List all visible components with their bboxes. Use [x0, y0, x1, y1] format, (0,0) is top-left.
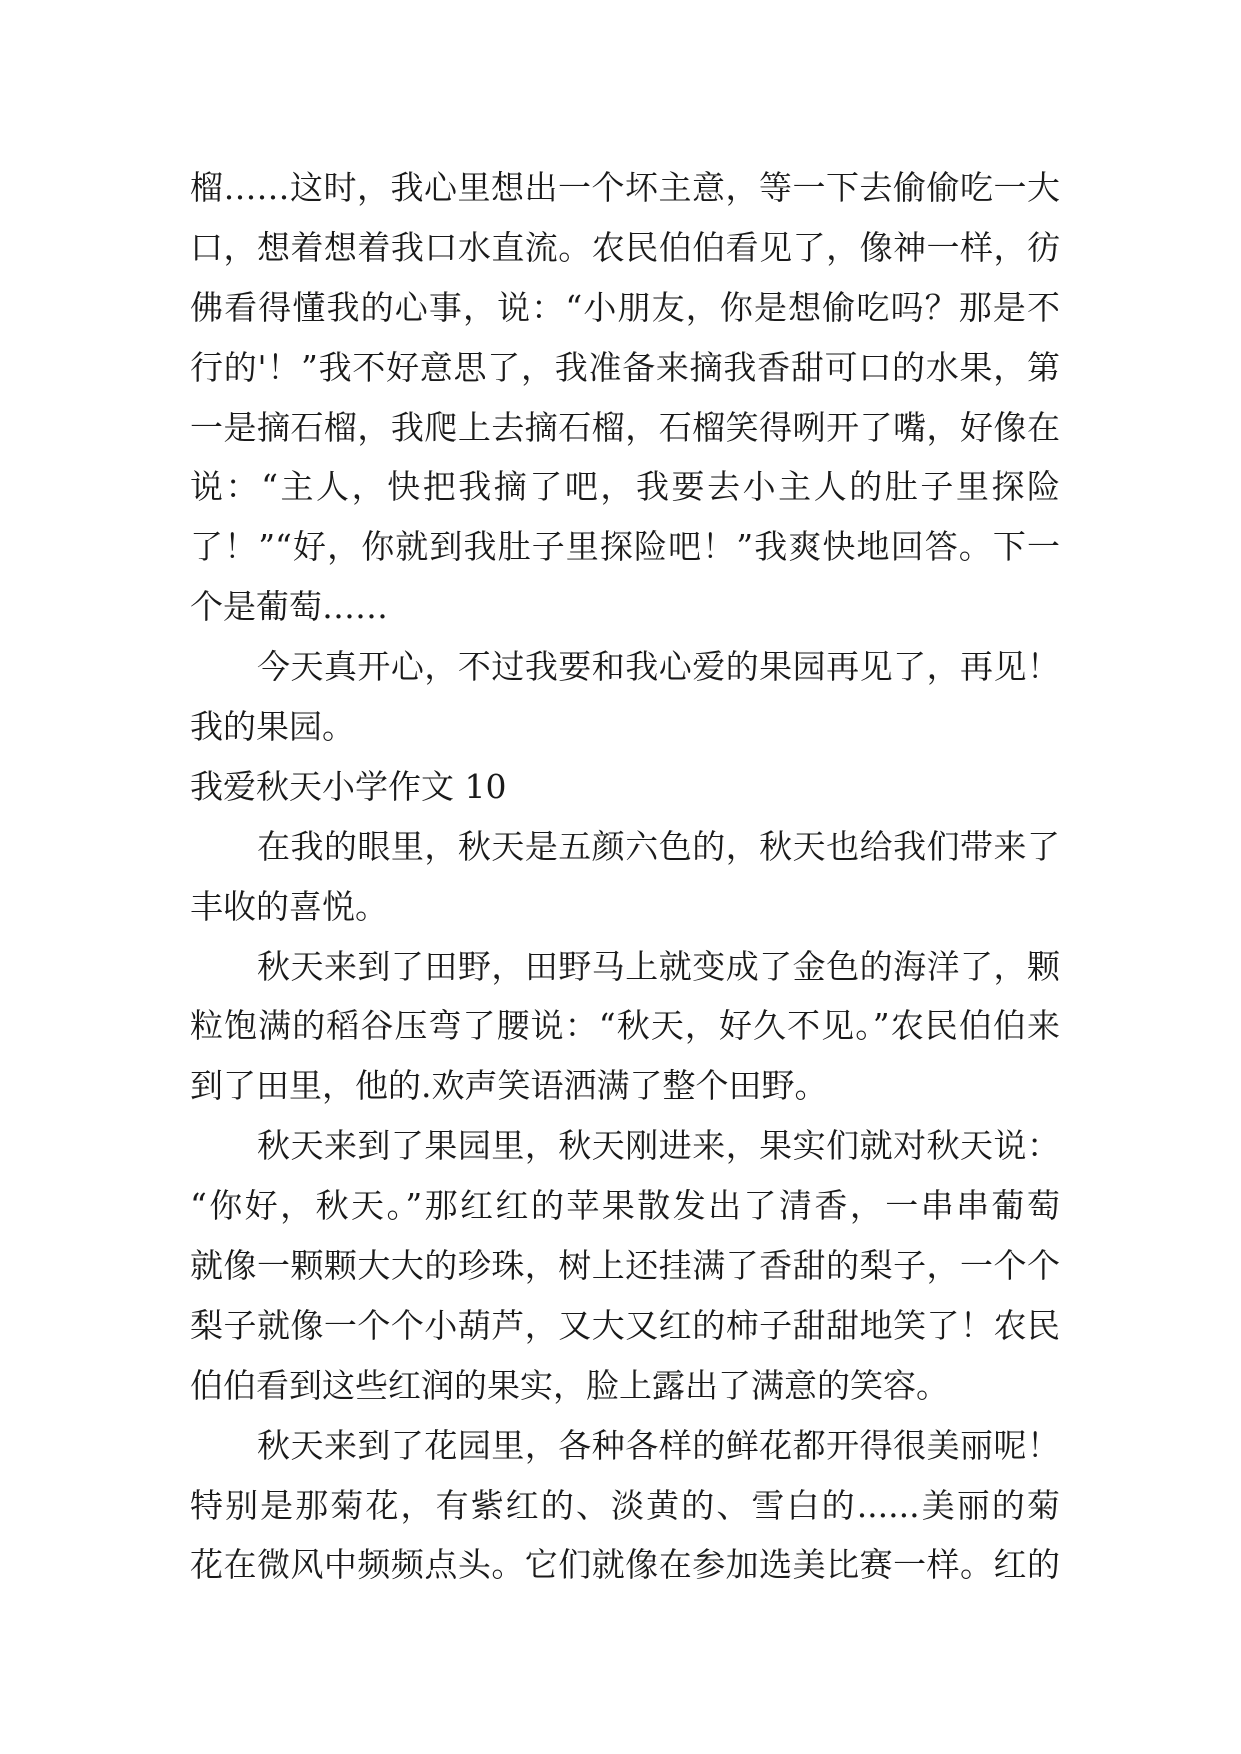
text-line: 榴……这时，我心里想出一个坏主意，等一下去偷偷吃一大 [190, 168, 1060, 207]
text-line: 伯伯看到这些红润的果实，脸上露出了满意的笑容。 [190, 1365, 949, 1405]
text-line: 秋天来到了花园里，各种各样的鲜花都开得很美丽呢！ [257, 1425, 1060, 1465]
text-line: 秋天来到了果园里，秋天刚进来，果实们就对秋天说： [257, 1126, 1060, 1166]
text-line: 在我的眼里，秋天是五颜六色的，秋天也给我们带来了 [257, 826, 1060, 866]
text-line: 个是葡萄…… [190, 587, 388, 627]
text-line: 我爱秋天小学作文 10 [190, 766, 507, 806]
text-line: 梨子就像一个个小葫芦，又大又红的柿子甜甜地笑了！农民 [190, 1305, 1060, 1345]
text-line: 佛看得懂我的心事，说：“小朋友，你是想偷吃吗？那是不 [190, 287, 1060, 327]
text-line: 说：“主人，快把我摘了吧，我要去小主人的肚子里探险 [190, 467, 1060, 507]
text-line: 行的'！”我不好意思了，我准备来摘我香甜可口的水果，第 [190, 347, 1060, 387]
text-line: 到了田里，他的.欢声笑语洒满了整个田野。 [190, 1066, 828, 1106]
essay-text [190, 158, 1060, 1595]
text-line: 就像一颗颗大大的珍珠，树上还挂满了香甜的梨子，一个个 [190, 1246, 1060, 1286]
text-line: 花在微风中频频点头。它们就像在参加选美比赛一样。红的 [190, 1545, 1060, 1585]
text-line: 了！”“好，你就到我肚子里探险吧！”我爽快地回答。下一 [190, 527, 1060, 567]
text-line: 丰收的喜悦。 [190, 886, 388, 926]
text-line: 一是摘石榴，我爬上去摘石榴，石榴笑得咧开了嘴，好像在 [190, 407, 1060, 447]
text-line: 秋天来到了田野，田野马上就变成了金色的海洋了，颗 [257, 946, 1060, 986]
text-line: 今天真开心，不过我要和我心爱的果园再见了，再见！ [257, 647, 1060, 687]
text-line: 粒饱满的稻谷压弯了腰说：“秋天，好久不见。”农民伯伯来 [190, 1006, 1060, 1046]
text-line: “你好，秋天。”那红红的苹果散发出了清香，一串串葡萄 [190, 1186, 1060, 1226]
text-line: 特别是那菊花，有紫红的、淡黄的、雪白的......美丽的菊 [190, 1485, 1060, 1525]
text-line: 口，想着想着我口水直流。农民伯伯看见了，像神一样，彷 [190, 227, 1060, 267]
text-line: 我的果园。 [190, 707, 355, 747]
